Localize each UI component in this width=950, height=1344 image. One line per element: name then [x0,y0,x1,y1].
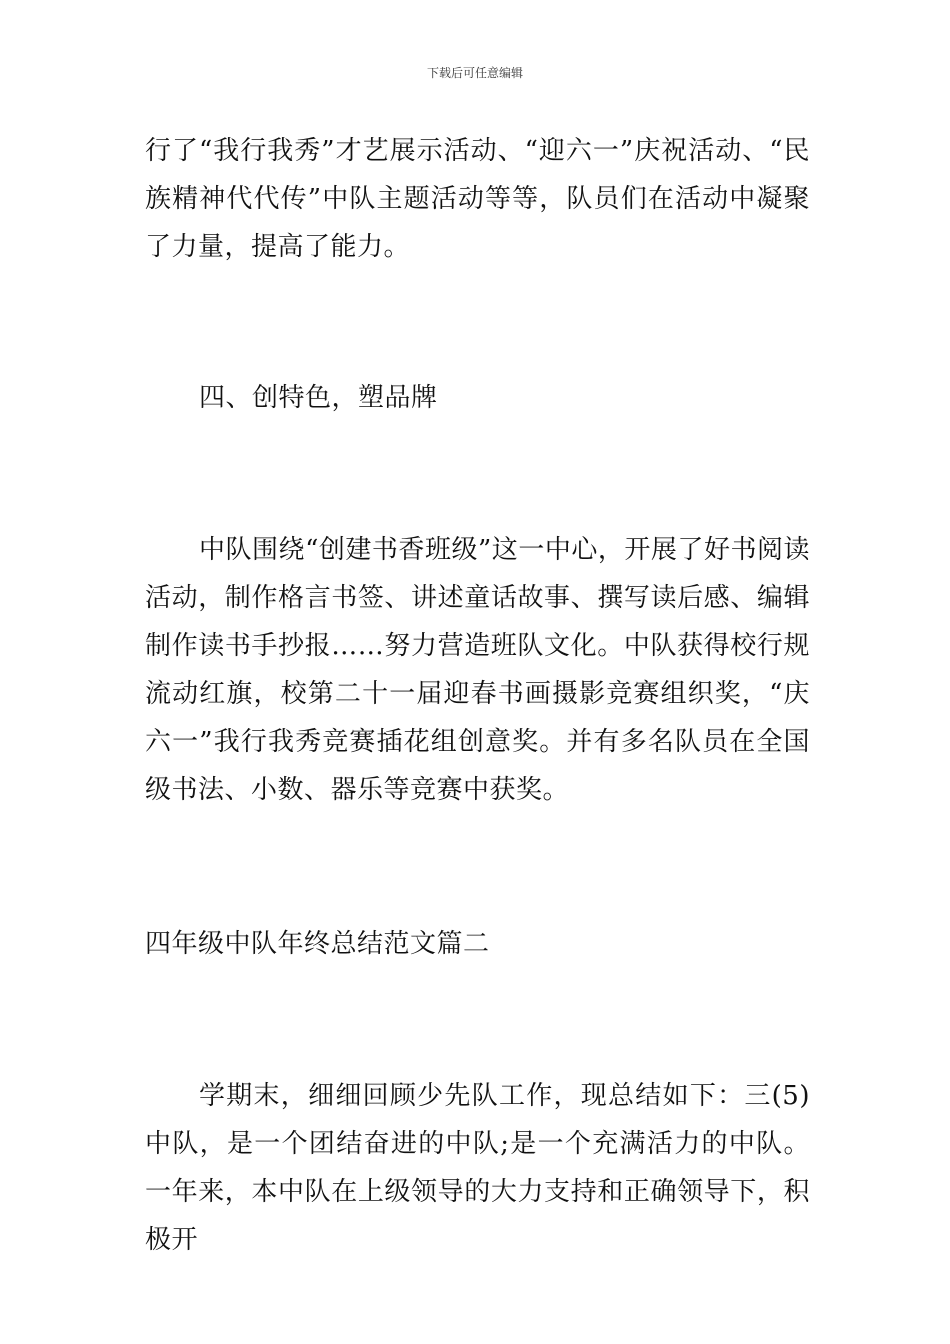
paragraph-continued: 行了“我行我秀”才艺展示活动、“迎六一”庆祝活动、“民族精神代代传”中队主题活动等等，队员们在活动中凝聚了力量，提高了能力。 [145,136,810,262]
article-title: 四年级中队年终总结范文篇二 [145,929,490,959]
page-header-note: 下载后可任意编辑 [426,66,523,80]
paragraph-section-4: 中队围绕“创建书香班级”这一中心，开展了好书阅读活动，制作格言书签、讲述童话故事、撰写读后感、编辑制作读书手抄报……努力营造班队文化。中队获得校行规流动红旗，校第二十一届迎春书画摄影竞赛组织奖，“庆六一”我行我秀竞赛插花组创意奖。并有多名队员在全国级书法、小数、器乐等竞赛中获奖。 [145,535,810,805]
section-heading-4: 四、创特色，塑品牌 [199,383,438,413]
paragraph-article-2-intro: 学期末，细细回顾少先队工作，现总结如下：三(5)中队，是一个团结奋进的中队;是一个充满活力的中队。一年来，本中队在上级领导的大力支持和正确领导下，积极开 [145,1081,810,1255]
